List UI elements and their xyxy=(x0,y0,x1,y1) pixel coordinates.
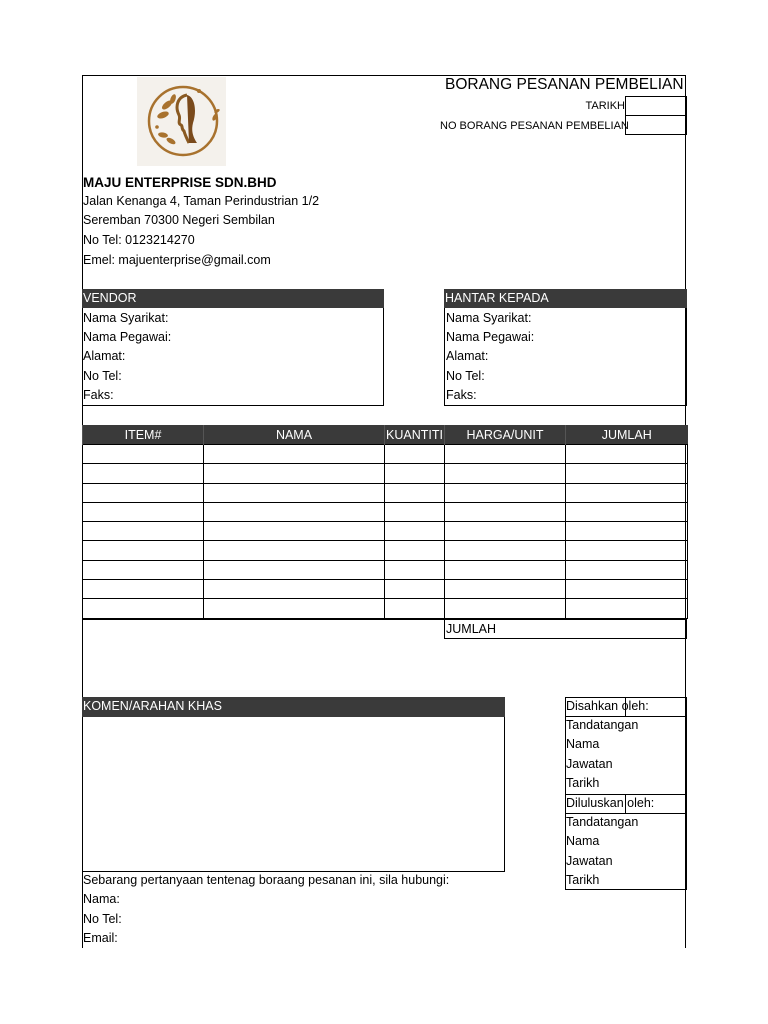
table-cell[interactable] xyxy=(385,522,445,541)
table-row xyxy=(83,580,688,599)
ship-to-address[interactable]: Alamat: xyxy=(446,349,489,363)
contact-name[interactable]: Nama: xyxy=(83,892,120,906)
table-cell[interactable] xyxy=(566,445,688,464)
table-cell[interactable] xyxy=(385,560,445,579)
verified-name-field[interactable]: Nama xyxy=(566,737,600,751)
table-cell[interactable] xyxy=(83,445,204,464)
table-cell[interactable] xyxy=(566,541,688,560)
table-cell[interactable] xyxy=(83,580,204,599)
approved-position-field[interactable]: Jawatan xyxy=(566,854,613,868)
table-cell[interactable] xyxy=(83,483,204,502)
company-address-line2: Seremban 70300 Negeri Sembilan xyxy=(83,213,275,227)
total-label: JUMLAH xyxy=(446,622,497,636)
table-cell[interactable] xyxy=(83,464,204,483)
approved-date-field[interactable]: Tarikh xyxy=(566,873,600,887)
table-cell[interactable] xyxy=(566,580,688,599)
table-cell[interactable] xyxy=(566,522,688,541)
table-cell[interactable] xyxy=(445,445,566,464)
table-cell[interactable] xyxy=(204,464,385,483)
table-cell[interactable] xyxy=(445,464,566,483)
comments-header: KOMEN/ARAHAN KHAS xyxy=(82,697,505,717)
approved-name-field[interactable]: Nama xyxy=(566,834,600,848)
approved-by-label: Diluluskan oleh: xyxy=(566,796,655,810)
vendor-company-name[interactable]: Nama Syarikat: xyxy=(83,311,169,325)
comments-box[interactable] xyxy=(82,717,505,872)
table-cell[interactable] xyxy=(566,599,688,618)
table-cell[interactable] xyxy=(83,560,204,579)
approved-signature-field[interactable]: Tandatangan xyxy=(566,815,639,829)
table-cell[interactable] xyxy=(445,541,566,560)
vendor-address[interactable]: Alamat: xyxy=(83,349,126,363)
column-header-name: NAMA xyxy=(204,425,385,445)
column-header-item: ITEM# xyxy=(83,425,204,445)
table-cell[interactable] xyxy=(445,522,566,541)
table-cell[interactable] xyxy=(566,483,688,502)
table-row xyxy=(83,502,688,521)
table-cell[interactable] xyxy=(566,464,688,483)
verified-date-field[interactable]: Tarikh xyxy=(566,776,600,790)
table-row xyxy=(83,522,688,541)
contact-email[interactable]: Email: xyxy=(83,931,118,945)
contact-prompt: Sebarang pertanyaan tentenag boraang pesanan ini, sila hubungi: xyxy=(83,873,450,887)
table-cell[interactable] xyxy=(385,541,445,560)
vendor-header: VENDOR xyxy=(82,289,384,308)
table-cell[interactable] xyxy=(445,599,566,618)
company-email: Emel: majuenterprise@gmail.com xyxy=(83,253,271,267)
date-label: TARIKH xyxy=(585,100,625,112)
verified-position-field[interactable]: Jawatan xyxy=(566,757,613,771)
table-row xyxy=(83,483,688,502)
table-cell[interactable] xyxy=(204,599,385,618)
table-cell[interactable] xyxy=(83,599,204,618)
table-cell[interactable] xyxy=(204,522,385,541)
column-header-unit-price: HARGA/UNIT xyxy=(445,425,566,445)
table-cell[interactable] xyxy=(385,502,445,521)
form-title: BORANG PESANAN PEMBELIAN xyxy=(445,76,684,93)
divider xyxy=(82,619,687,620)
table-cell[interactable] xyxy=(445,580,566,599)
table-cell[interactable] xyxy=(385,464,445,483)
table-cell[interactable] xyxy=(204,445,385,464)
verified-by-label: Disahkan oleh: xyxy=(566,699,649,713)
table-cell[interactable] xyxy=(385,599,445,618)
table-row xyxy=(83,599,688,618)
po-number-label: NO BORANG PESANAN PEMBELIAN xyxy=(440,120,629,132)
table-cell[interactable] xyxy=(204,483,385,502)
company-address-line1: Jalan Kenanga 4, Taman Perindustrian 1/2 xyxy=(83,194,320,208)
items-table-body xyxy=(83,445,688,619)
table-cell[interactable] xyxy=(204,580,385,599)
vendor-phone[interactable]: No Tel: xyxy=(83,369,122,383)
company-logo xyxy=(137,77,226,166)
contact-phone[interactable]: No Tel: xyxy=(83,912,122,926)
table-cell[interactable] xyxy=(445,483,566,502)
verified-signature-field[interactable]: Tandatangan xyxy=(566,718,639,732)
table-cell[interactable] xyxy=(385,445,445,464)
ship-to-company-name[interactable]: Nama Syarikat: xyxy=(446,311,532,325)
date-field[interactable] xyxy=(625,96,687,116)
items-table xyxy=(82,425,688,619)
table-cell[interactable] xyxy=(83,541,204,560)
table-cell[interactable] xyxy=(385,580,445,599)
table-row xyxy=(83,560,688,579)
column-header-total: JUMLAH xyxy=(566,425,688,445)
company-phone: No Tel: 0123214270 xyxy=(83,233,195,247)
table-row xyxy=(83,445,688,464)
ship-to-header: HANTAR KEPADA xyxy=(444,289,687,308)
woman-leaves-logo-icon xyxy=(137,77,226,166)
company-name: MAJU ENTERPRISE SDN.BHD xyxy=(83,175,277,190)
table-cell[interactable] xyxy=(83,502,204,521)
ship-to-phone[interactable]: No Tel: xyxy=(446,369,485,383)
table-cell[interactable] xyxy=(204,502,385,521)
po-number-field[interactable] xyxy=(625,115,687,135)
column-header-quantity: KUANTITI xyxy=(385,425,445,445)
table-cell[interactable] xyxy=(445,502,566,521)
table-cell[interactable] xyxy=(445,560,566,579)
table-row xyxy=(83,541,688,560)
vendor-officer-name[interactable]: Nama Pegawai: xyxy=(83,330,172,344)
table-cell[interactable] xyxy=(566,560,688,579)
table-row xyxy=(83,464,688,483)
table-cell[interactable] xyxy=(204,560,385,579)
table-cell[interactable] xyxy=(385,483,445,502)
table-cell[interactable] xyxy=(83,522,204,541)
vendor-fax[interactable]: Faks: xyxy=(83,388,114,402)
ship-to-fax[interactable]: Faks: xyxy=(446,388,477,402)
items-table-header xyxy=(83,425,688,445)
table-cell[interactable] xyxy=(566,502,688,521)
ship-to-officer-name[interactable]: Nama Pegawai: xyxy=(446,330,535,344)
table-cell[interactable] xyxy=(204,541,385,560)
